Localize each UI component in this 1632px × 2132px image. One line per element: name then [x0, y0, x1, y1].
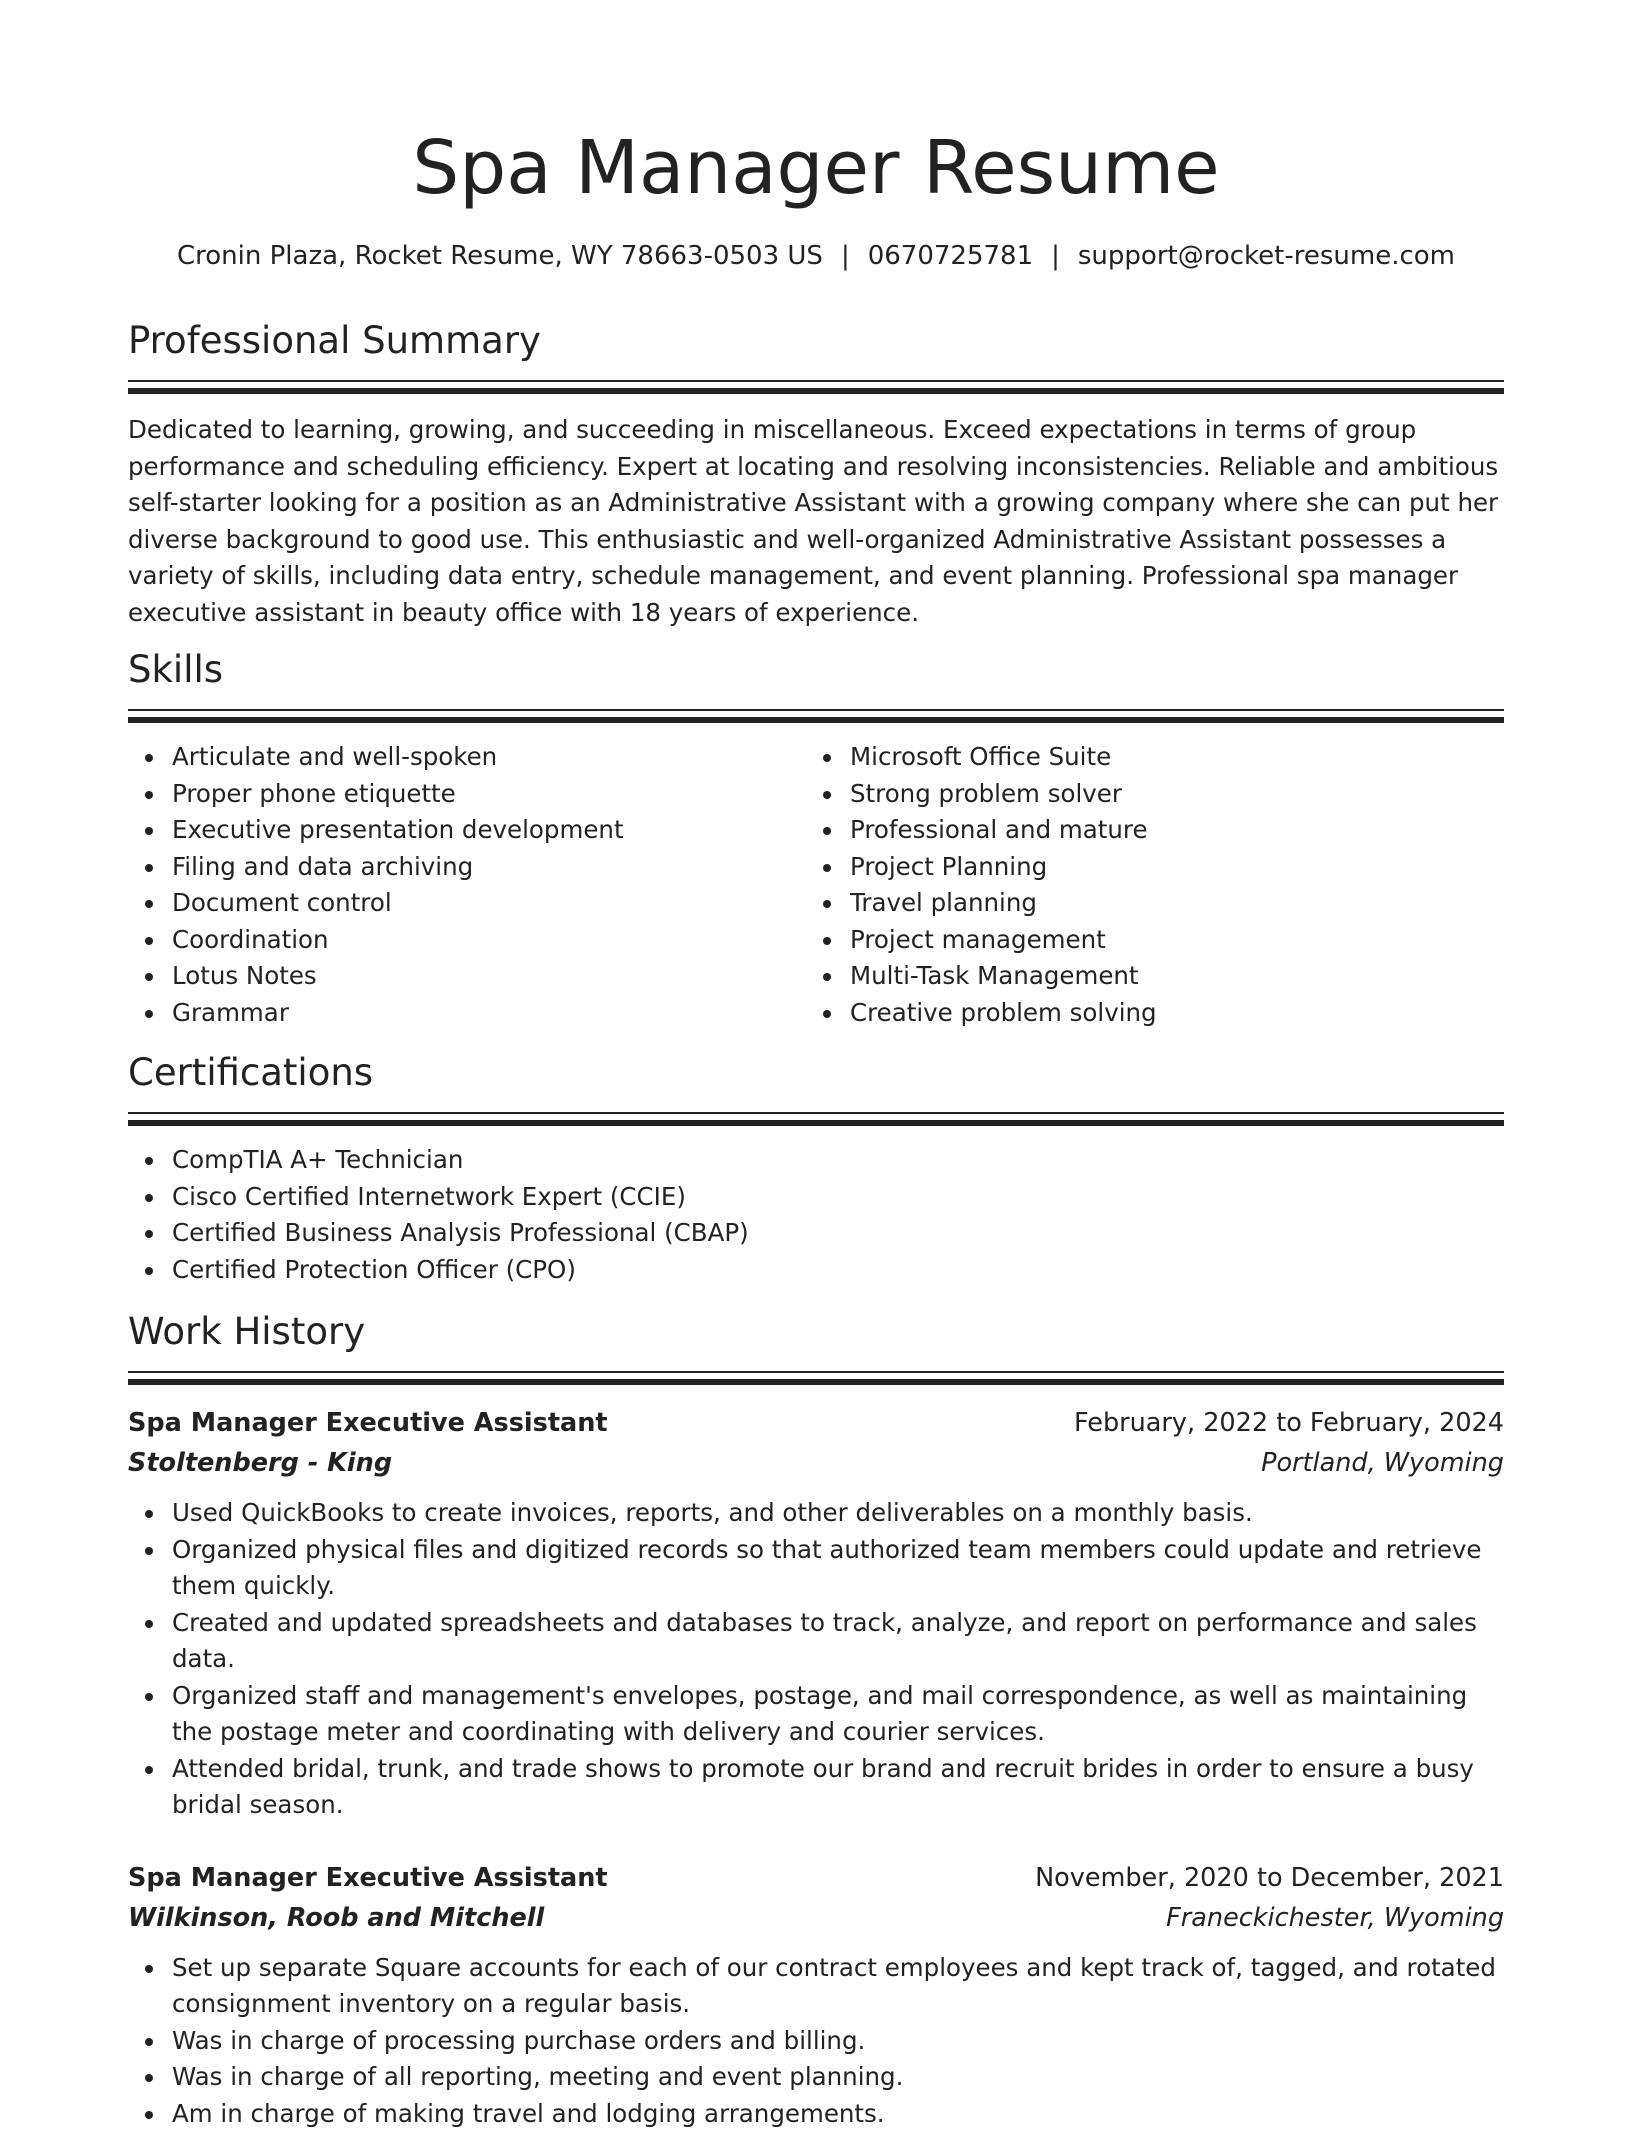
skill-item: Strong problem solver	[806, 776, 1484, 813]
contact-phone: 0670725781	[868, 241, 1033, 271]
section-skills	[128, 645, 1504, 1031]
job-bullet: Attended bridal, trunk, and trade shows to promote our brand and recruit brides in order to ensure a busy bridal season.	[128, 1751, 1504, 1824]
job-bullet: Used QuickBooks to create invoices, reports, and other deliverables on a monthly basis.	[128, 1495, 1504, 1532]
contact-address: Cronin Plaza, Rocket Resume, WY 78663-0503 US	[177, 241, 823, 271]
certifications-list	[128, 1142, 1504, 1288]
job-company: Wilkinson, Roob and Mitchell	[128, 1898, 544, 1938]
job-title: Spa Manager Executive Assistant	[128, 1858, 608, 1898]
job-location: Portland, Wyoming	[1261, 1443, 1504, 1483]
skill-item: Travel planning	[806, 885, 1484, 922]
job-bullet: Organized physical files and digitized records so that authorized team members could update and retrieve them quickly.	[128, 1532, 1504, 1605]
section-divider	[128, 709, 1504, 723]
section-heading: Certifications	[128, 1048, 1504, 1098]
contact-separator: |	[1051, 236, 1060, 276]
job-title: Spa Manager Executive Assistant	[128, 1403, 608, 1443]
certification-item: Certified Business Analysis Professional (CBAP)	[128, 1215, 1504, 1252]
job-bullets	[128, 1495, 1504, 1824]
skill-item: Executive presentation development	[128, 812, 806, 849]
job-bullet: Was in charge of all reporting, meeting and event planning.	[128, 2059, 1504, 2096]
skills-list-right	[806, 739, 1484, 1031]
job-bullet: Am in charge of making travel and lodging arrangements.	[128, 2096, 1504, 2132]
section-summary	[128, 316, 1504, 631]
skill-item: Coordination	[128, 922, 806, 959]
skills-list-left	[128, 739, 806, 1031]
contact-separator: |	[841, 236, 850, 276]
skill-item: Creative problem solving	[806, 995, 1484, 1032]
skill-item: Document control	[128, 885, 806, 922]
certification-item: Certified Protection Officer (CPO)	[128, 1252, 1504, 1289]
job-header-row	[128, 1403, 1504, 1443]
skill-item: Filing and data archiving	[128, 849, 806, 886]
section-divider	[128, 1112, 1504, 1126]
skill-item: Project management	[806, 922, 1484, 959]
job-entry	[128, 1403, 1504, 1824]
skill-item: Grammar	[128, 995, 806, 1032]
contact-email: support@rocket-resume.com	[1078, 241, 1455, 271]
skill-item: Project Planning	[806, 849, 1484, 886]
skill-item: Multi-Task Management	[806, 958, 1484, 995]
summary-text: Dedicated to learning, growing, and succeeding in miscellaneous. Exceed expectations in terms of group performance and scheduling efficiency. Expert at locating and resolving inconsistencies. Reliable and ambitious self-starter looking for a position as an Administrative Assistant with a growing company where she can put her diverse background to good use. This enthusiastic and well-organized Administrative Assistant possesses a variety of skills, including data entry, schedule management, and event planning. Professional spa manager executive assistant in beauty office with 18 years of experience.	[128, 412, 1504, 631]
section-certifications	[128, 1048, 1504, 1288]
job-company: Stoltenberg - King	[128, 1443, 392, 1483]
skill-item: Microsoft Office Suite	[806, 739, 1484, 776]
job-subheader-row	[128, 1443, 1504, 1483]
certification-item: CompTIA A+ Technician	[128, 1142, 1504, 1179]
skill-item: Professional and mature	[806, 812, 1484, 849]
section-divider	[128, 380, 1504, 394]
job-header-row	[128, 1858, 1504, 1898]
section-heading: Work History	[128, 1307, 1504, 1357]
job-subheader-row	[128, 1898, 1504, 1938]
skill-item: Proper phone etiquette	[128, 776, 806, 813]
section-work-history	[128, 1307, 1504, 2132]
section-divider	[128, 1371, 1504, 1385]
job-bullet: Set up separate Square accounts for each of our contract employees and kept track of, tagged, and rotated consignment inventory on a regular basis.	[128, 1950, 1504, 2023]
job-entry	[128, 1858, 1504, 2132]
certification-item: Cisco Certified Internetwork Expert (CCIE)	[128, 1179, 1504, 1216]
job-dates: November, 2020 to December, 2021	[1035, 1858, 1504, 1898]
skills-columns	[128, 739, 1504, 1031]
section-heading: Professional Summary	[128, 316, 1504, 366]
job-bullet: Was in charge of processing purchase orders and billing.	[128, 2023, 1504, 2060]
section-heading: Skills	[128, 645, 1504, 695]
job-bullet: Created and updated spreadsheets and databases to track, analyze, and report on performance and sales data.	[128, 1605, 1504, 1678]
skill-item: Articulate and well-spoken	[128, 739, 806, 776]
job-bullet: Organized staff and management's envelopes, postage, and mail correspondence, as well as maintaining the postage meter and coordinating with delivery and courier services.	[128, 1678, 1504, 1751]
job-bullets	[128, 1950, 1504, 2132]
skill-item: Lotus Notes	[128, 958, 806, 995]
page-title: Spa Manager Resume	[128, 118, 1504, 218]
job-dates: February, 2022 to February, 2024	[1074, 1403, 1504, 1443]
job-location: Franeckichester, Wyoming	[1166, 1898, 1504, 1938]
contact-line	[128, 236, 1504, 276]
